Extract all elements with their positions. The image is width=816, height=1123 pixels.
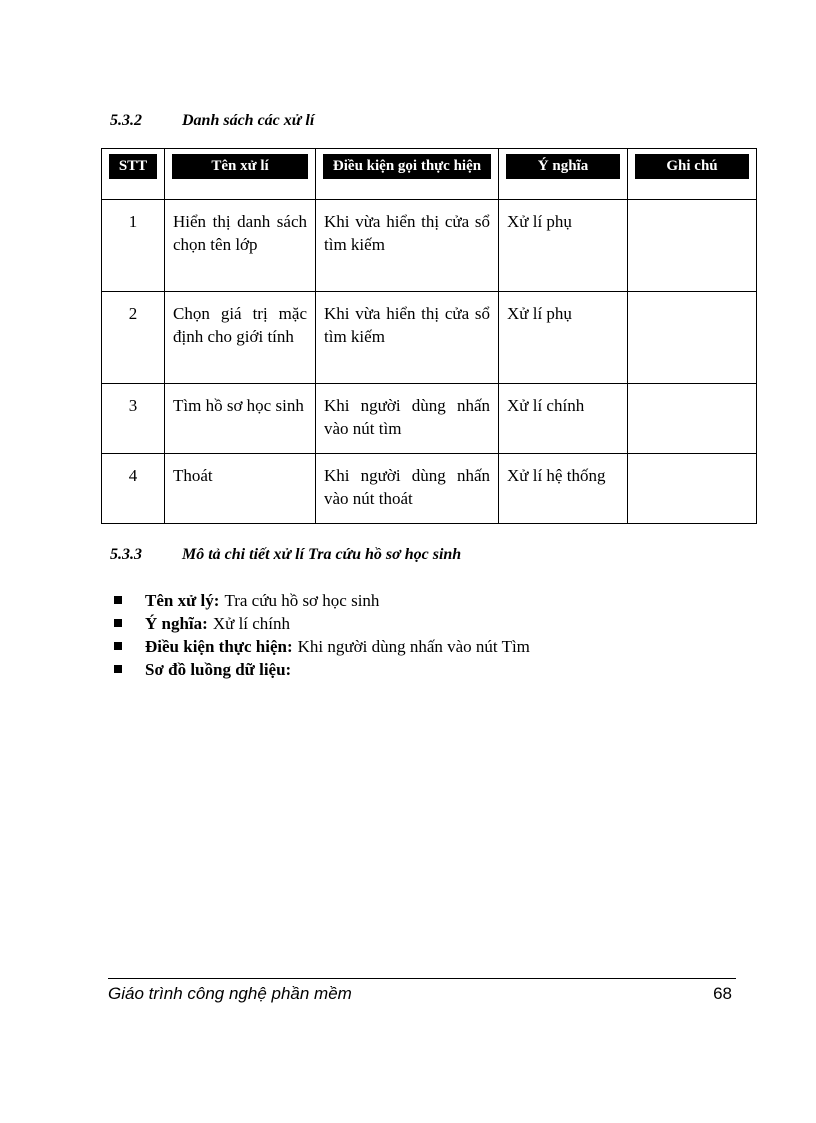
cell-meaning: Xử lí phụ [499,200,628,292]
list-item [114,589,530,612]
cell-condition: Khi người dùng nhấn vào nút tìm [316,384,499,454]
cell-name: Tìm hồ sơ học sinh [165,384,316,454]
detail-label: Tên xử lý: [145,591,220,610]
processing-table [101,148,757,524]
cell-name: Chọn giá trị mặc định cho giới tính [165,292,316,384]
section-number: 5.3.3 [110,546,142,563]
detail-label: Sơ đồ luồng dữ liệu: [145,660,292,679]
cell-meaning: Xử lí chính [499,384,628,454]
table-row [102,454,757,524]
footer-divider [108,978,736,979]
cell-stt: 3 [102,384,165,454]
list-item [114,635,530,658]
section-heading-5-3-2 [110,112,314,130]
cell-stt: 4 [102,454,165,524]
cell-note [628,200,757,292]
table-row [102,292,757,384]
cell-meaning: Xử lí hệ thống [499,454,628,524]
square-bullet-icon [114,619,122,627]
header-note: Ghi chú [628,149,757,200]
section-title: Danh sách các xử lí [182,112,315,129]
detail-value: Xử lí chính [212,614,291,633]
footer-title: Giáo trình công nghệ phần mềm [108,984,352,1003]
cell-name: Hiển thị danh sách chọn tên lớp [165,200,316,292]
detail-value: Tra cứu hồ sơ học sinh [224,591,380,610]
cell-note [628,292,757,384]
square-bullet-icon [114,596,122,604]
cell-note [628,454,757,524]
cell-condition: Khi vừa hiển thị cửa sổ tìm kiếm [316,292,499,384]
list-item [114,612,530,635]
header-name: Tên xử lí [165,149,316,200]
cell-condition: Khi vừa hiển thị cửa sổ tìm kiếm [316,200,499,292]
header-condition: Điều kiện gọi thực hiện [316,149,499,200]
detail-label: Điều kiện thực hiện: [145,637,293,656]
page-number: 68 [713,984,732,1003]
cell-stt: 1 [102,200,165,292]
square-bullet-icon [114,642,122,650]
table-header-row [102,149,757,200]
section-heading-5-3-3 [110,546,461,564]
section-title: Mô tả chi tiết xử lí Tra cứu hồ sơ học sinh [182,546,462,563]
header-meaning: Ý nghĩa [499,149,628,200]
cell-name: Thoát [165,454,316,524]
square-bullet-icon [114,665,122,673]
cell-note [628,384,757,454]
cell-meaning: Xử lí phụ [499,292,628,384]
list-item [114,658,530,681]
section-number: 5.3.2 [110,112,142,129]
detail-list [114,589,530,681]
cell-stt: 2 [102,292,165,384]
table-row [102,384,757,454]
detail-label: Ý nghĩa: [145,614,208,633]
cell-condition: Khi người dùng nhấn vào nút thoát [316,454,499,524]
table-row [102,200,757,292]
header-stt: STT [102,149,165,200]
detail-value: Khi người dùng nhấn vào nút Tìm [297,637,530,656]
